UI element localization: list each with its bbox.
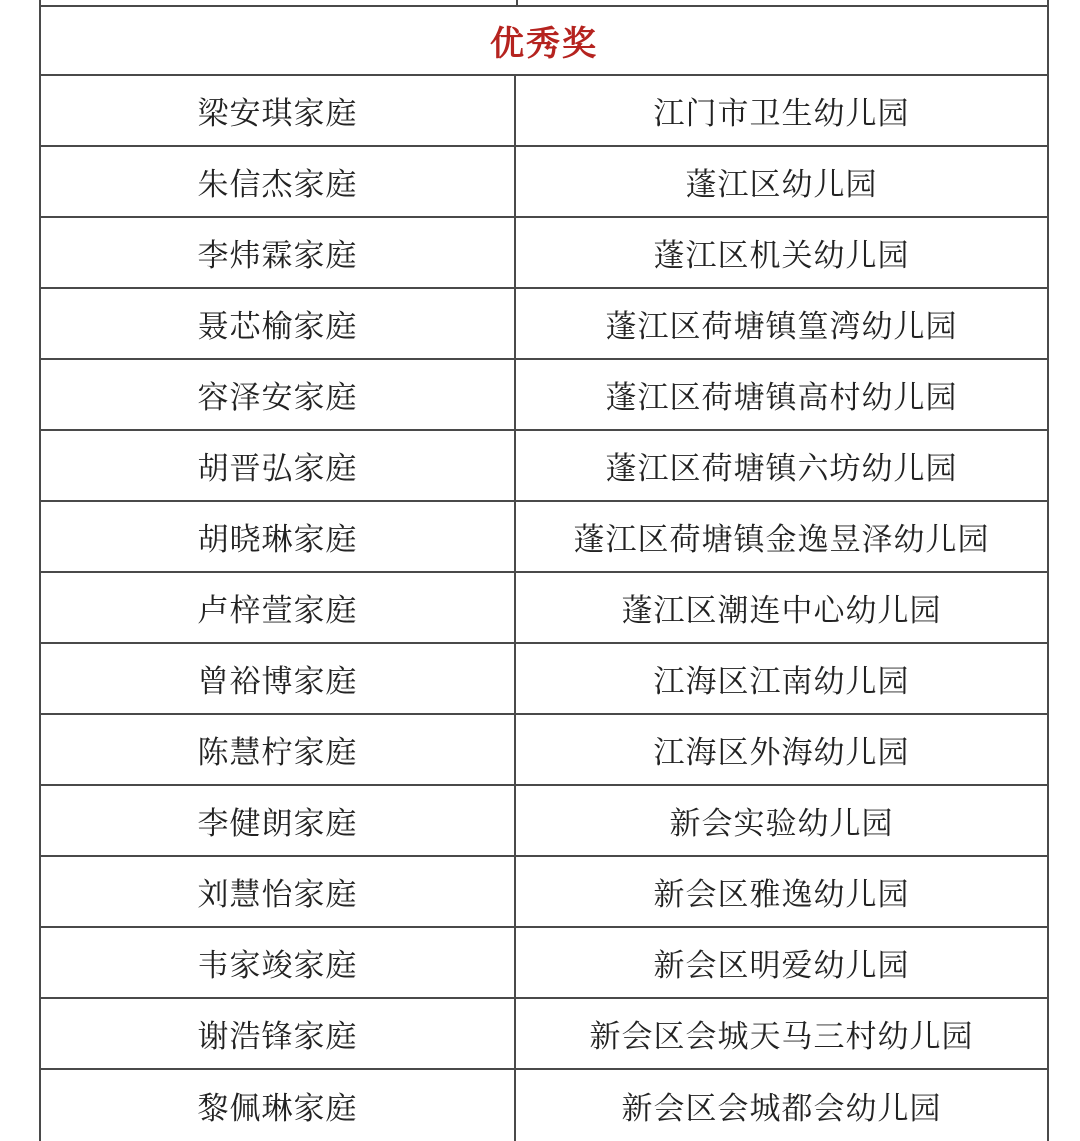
family-name-cell: 梁安琪家庭: [41, 76, 516, 145]
school-name-cell: 新会实验幼儿园: [669, 806, 894, 842]
school-name-cell: 江门市卫生幼儿园: [653, 96, 910, 132]
family-name-cell: 卢梓萱家庭: [41, 573, 516, 642]
table-row: [41, 147, 1047, 218]
family-name-cell: 容泽安家庭: [41, 360, 516, 429]
family-name-cell: 聂芯榆家庭: [41, 289, 516, 358]
award-rows: [41, 76, 1047, 1141]
table-row: [41, 573, 1047, 644]
family-name-cell: 黎佩琳家庭: [41, 1070, 516, 1141]
school-name-cell: 蓬江区荷塘镇六坊幼儿园: [605, 451, 958, 487]
table-row: [41, 218, 1047, 289]
family-name-cell: 韦家竣家庭: [41, 928, 516, 997]
section-header: [41, 7, 1047, 76]
section-title: 优秀奖: [490, 24, 598, 64]
school-name-cell: 新会区会城天马三村幼儿园: [589, 1019, 974, 1055]
table-row: [41, 431, 1047, 502]
family-name-cell: 李健朗家庭: [41, 786, 516, 855]
family-name-cell: 朱信杰家庭: [41, 147, 516, 216]
school-name-cell: 江海区江南幼儿园: [653, 664, 910, 700]
school-name-cell: 蓬江区荷塘镇金逸昱泽幼儿园: [573, 522, 990, 558]
family-name-cell: 刘慧怡家庭: [41, 857, 516, 926]
family-name-cell: 胡晓琳家庭: [41, 502, 516, 571]
award-table: [39, 0, 1049, 1141]
table-row: [41, 76, 1047, 147]
school-name-cell: 新会区会城都会幼儿园: [621, 1091, 942, 1127]
table-row: [41, 644, 1047, 715]
table-row: [41, 786, 1047, 857]
previous-row-stub: [41, 0, 1047, 7]
family-name-cell: 曾裕博家庭: [41, 644, 516, 713]
table-row: [41, 857, 1047, 928]
school-name-cell: 蓬江区潮连中心幼儿园: [621, 593, 942, 629]
school-name-cell: 江海区外海幼儿园: [653, 735, 910, 771]
family-name-cell: 谢浩锋家庭: [41, 999, 516, 1068]
school-name-cell: 蓬江区荷塘镇篁湾幼儿园: [605, 309, 958, 345]
previous-row-left-cell: [41, 0, 518, 5]
family-name-cell: 李炜霖家庭: [41, 218, 516, 287]
table-row: [41, 999, 1047, 1070]
school-name-cell: 新会区雅逸幼儿园: [653, 877, 910, 913]
school-name-cell: 蓬江区机关幼儿园: [653, 238, 910, 274]
table-row: [41, 715, 1047, 786]
table-row: [41, 1070, 1047, 1141]
table-row: [41, 360, 1047, 431]
table-row: [41, 502, 1047, 573]
family-name-cell: 胡晋弘家庭: [41, 431, 516, 500]
school-name-cell: 蓬江区幼儿园: [685, 167, 878, 203]
family-name-cell: 陈慧柠家庭: [41, 715, 516, 784]
table-row: [41, 928, 1047, 999]
school-name-cell: 新会区明爱幼儿园: [653, 948, 910, 984]
school-name-cell: 蓬江区荷塘镇高村幼儿园: [605, 380, 958, 416]
table-row: [41, 289, 1047, 360]
